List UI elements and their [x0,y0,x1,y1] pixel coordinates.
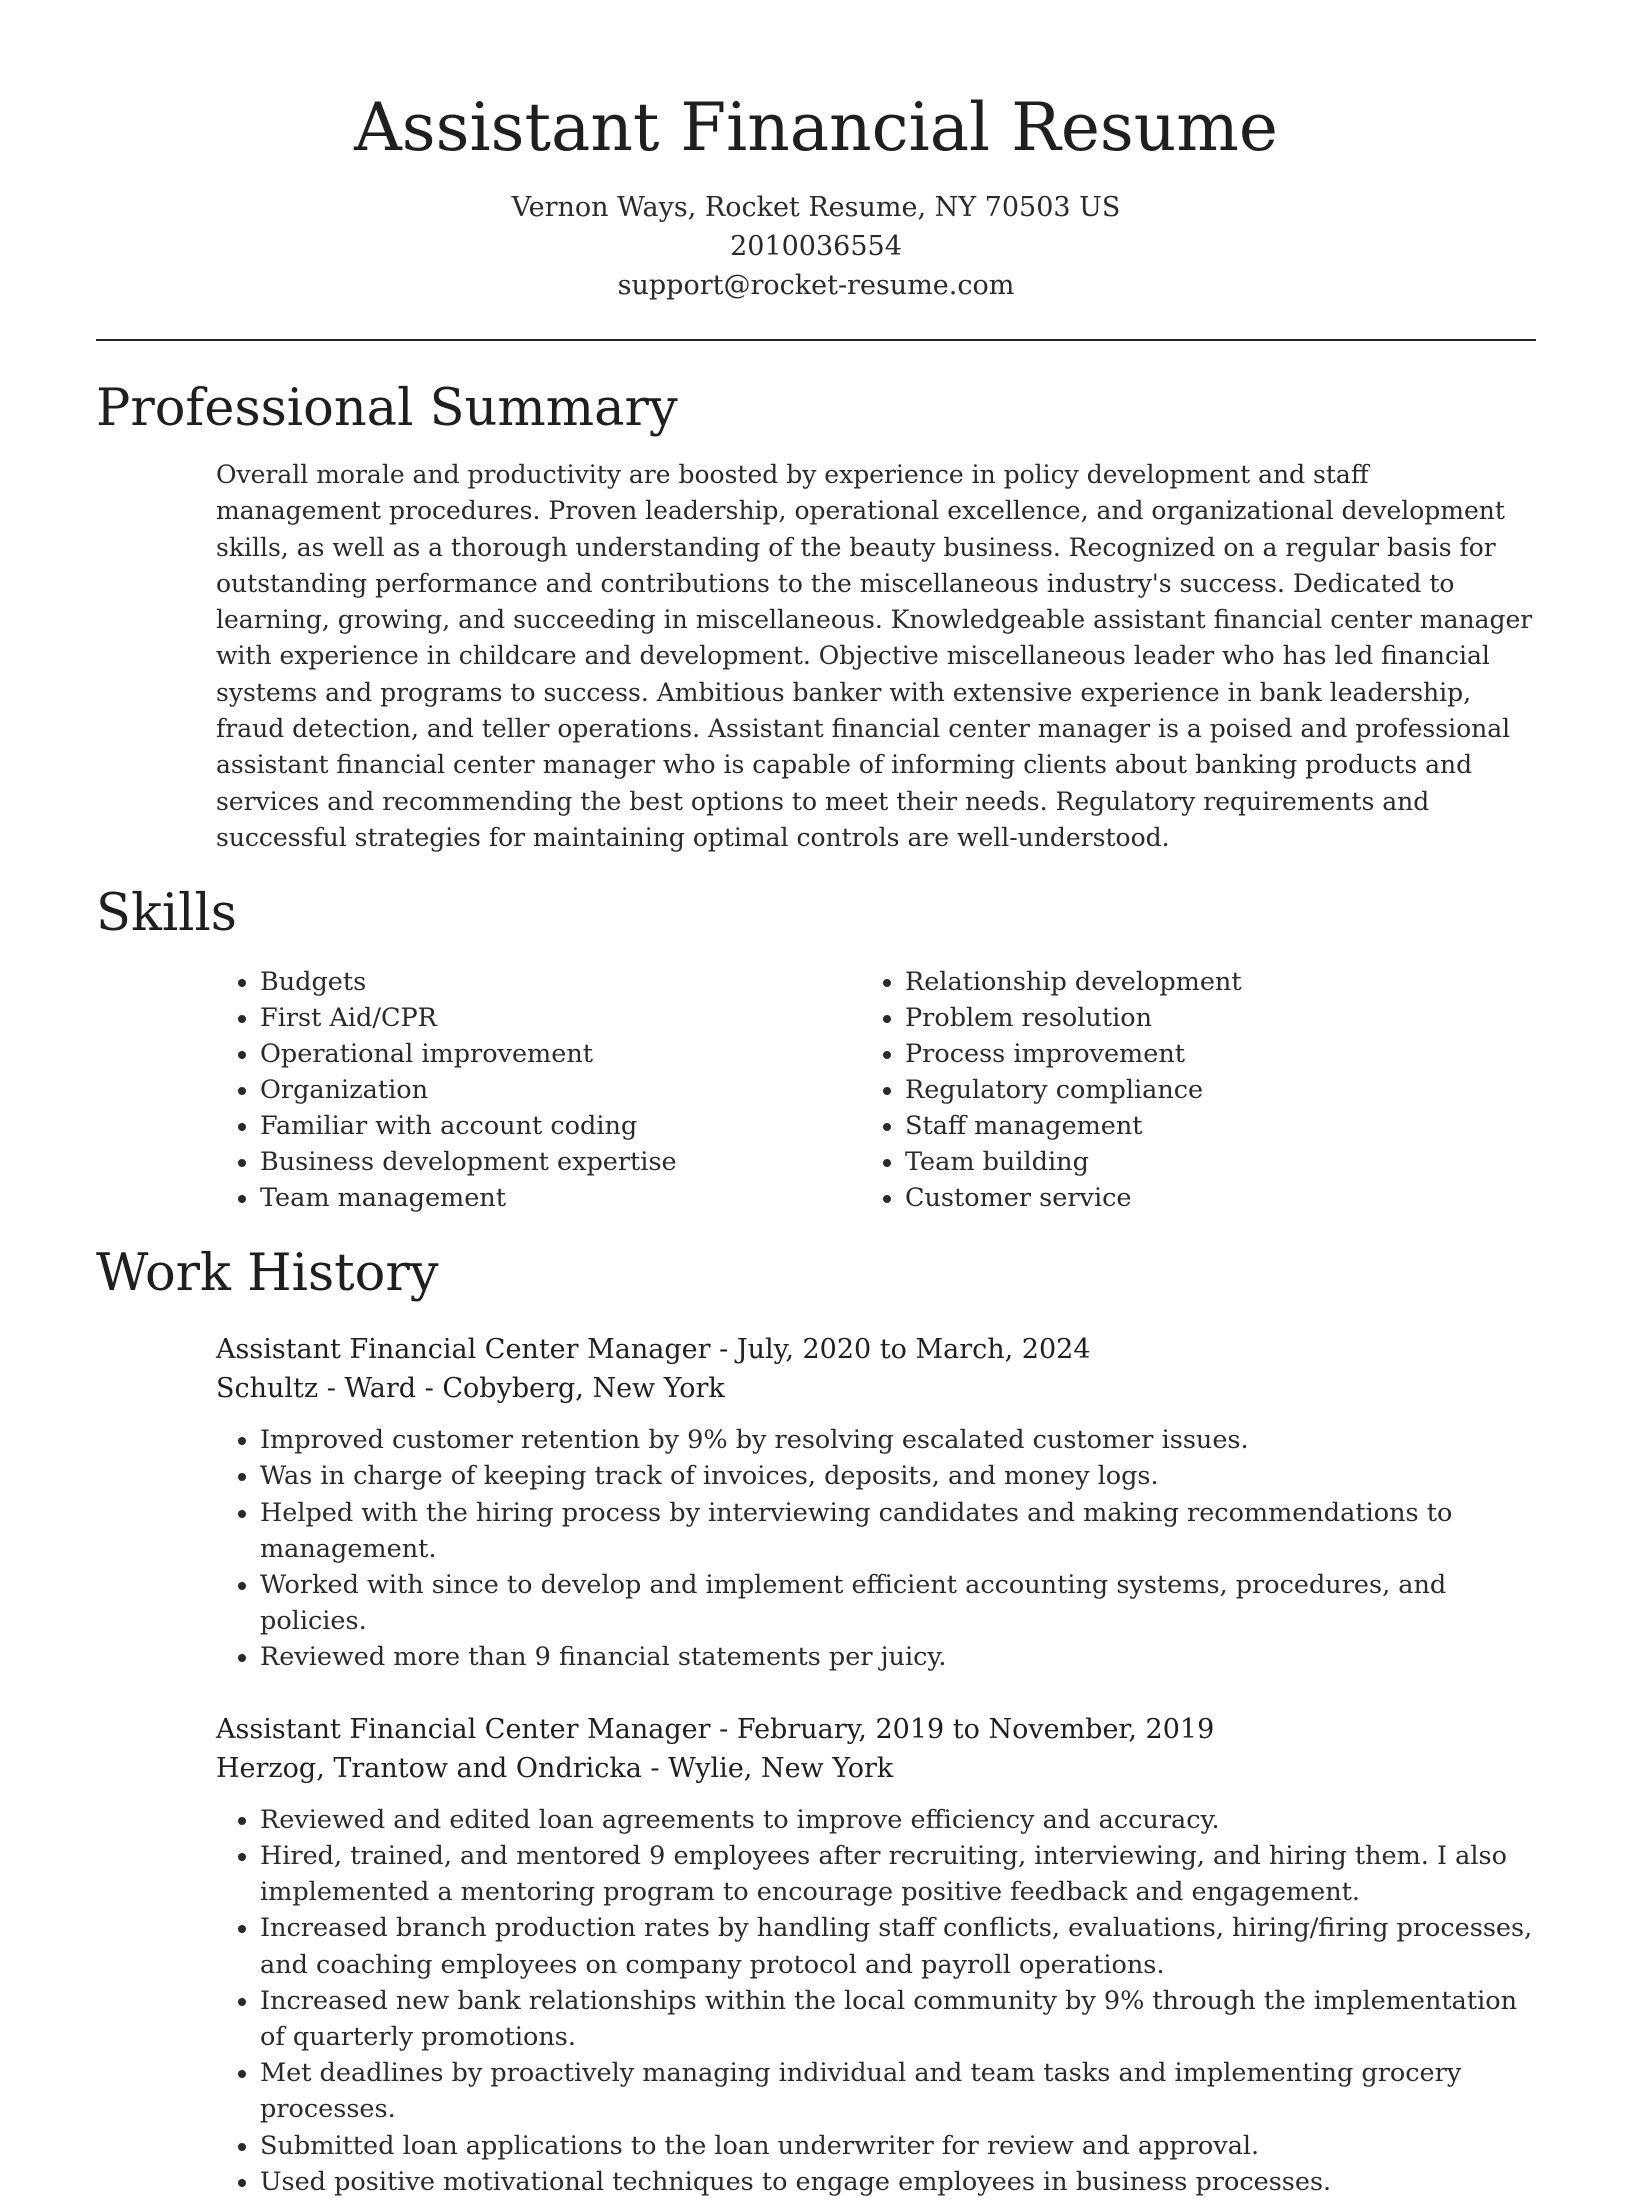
skill-item: • Customer service [905,1180,1505,1216]
skill-item: • Team building [905,1144,1505,1180]
job-bullet: • Was in charge of keeping track of invoices, deposits, and money logs. [260,1458,1536,1494]
summary-text: Overall morale and productivity are boosted by experience in policy development and staff management procedures. Proven leadership, operational excellence, and organizational development skills, as well as a thorough understanding of the beauty business. Recognized on a regular basis for outstanding performance and contributions to the miscellaneous industry's success. Dedicated to learning, growing, and succeeding in miscellaneous. Knowledgeable assistant financial center manager with experience in childcare and development. Objective miscellaneous leader who has led financial systems and programs to success. Ambitious banker with extensive experience in bank leadership, fraud detection, and teller operations. Assistant financial center manager is a poised and professional assistant financial center manager who is capable of informing clients about banking products and services and recommending the best options to meet their needs. Regulatory requirements and successful strategies for maintaining optimal controls are well-understood. [216,460,1533,852]
skill-item: • Budgets [260,964,860,1000]
work-history-section [96,1330,1536,2200]
job-bullet: • Increased branch production rates by handling staff conflicts, evaluations, hiring/firing processes, and coaching employees on company protocol and payroll operations. [260,1910,1536,1982]
skills-section [96,964,1536,1216]
contact-email: support@rocket-resume.com [617,270,1015,301]
contact-address: Vernon Ways, Rocket Resume, NY 70503 US [511,192,1121,223]
skills-list-left [216,964,860,1216]
job-entry [216,1710,1536,2200]
work-history-heading: Work History [96,1244,439,1304]
header-divider [96,339,1536,341]
job-bullet: • Improved customer retention by 9% by resolving escalated customer issues. [260,1422,1536,1458]
contact-phone: 2010036554 [730,231,902,262]
skill-item: • Relationship development [905,964,1505,1000]
contact-info [96,188,1536,305]
job-bullet: • Helped with the hiring process by interviewing candidates and making recommendations to management. [260,1495,1536,1567]
skill-item: • Process improvement [905,1036,1505,1072]
job-bullet: • Hired, trained, and mentored 9 employees after recruiting, interviewing, and hiring them. I also implemented a mentoring program to encourage positive feedback and engagement. [260,1838,1536,1910]
skill-item: • Familiar with account coding [260,1108,860,1144]
resume-title: Assistant Financial Resume [354,89,1278,166]
job-bullets [96,1802,1536,2200]
summary-section [96,457,1536,856]
job-entry [216,1330,1536,1675]
skill-item: • Team management [260,1180,860,1216]
skills-heading: Skills [96,884,237,944]
skill-item: • Staff management [905,1108,1505,1144]
skill-item: • First Aid/CPR [260,1000,860,1036]
job-title-line: Assistant Financial Center Manager - February, 2019 to November, 2019 [216,1713,1215,1745]
summary-heading: Professional Summary [96,379,678,438]
skill-item: • Business development expertise [260,1144,860,1180]
resume-header [96,0,1536,305]
skill-item: • Regulatory compliance [905,1072,1505,1108]
skill-item: • Organization [260,1072,860,1108]
job-bullet: • Increased new bank relationships within the local community by 9% through the implementation of quarterly promotions. [260,1983,1536,2055]
job-bullet: • Submitted loan applications to the loan underwriter for review and approval. [260,2128,1536,2164]
skills-list-right [860,964,1505,1216]
job-bullet: • Worked with since to develop and implement efficient accounting systems, procedures, and policies. [260,1567,1536,1639]
job-bullet: • Met deadlines by proactively managing individual and team tasks and implementing grocery processes. [260,2055,1536,2127]
job-bullet: • Reviewed more than 9 financial statements per juicy. [260,1639,1536,1675]
job-company-line: Herzog, Trantow and Ondricka - Wylie, New York [216,1752,894,1784]
job-bullet: • Used positive motivational techniques to engage employees in business processes. [260,2164,1536,2200]
job-bullet: • Reviewed and edited loan agreements to improve efficiency and accuracy. [260,1802,1536,1838]
job-title-line: Assistant Financial Center Manager - July, 2020 to March, 2024 [216,1334,1091,1366]
job-bullets [96,1422,1536,1675]
skill-item: • Operational improvement [260,1036,860,1072]
job-company-line: Schultz - Ward - Cobyberg, New York [216,1373,725,1405]
skill-item: • Problem resolution [905,1000,1505,1036]
